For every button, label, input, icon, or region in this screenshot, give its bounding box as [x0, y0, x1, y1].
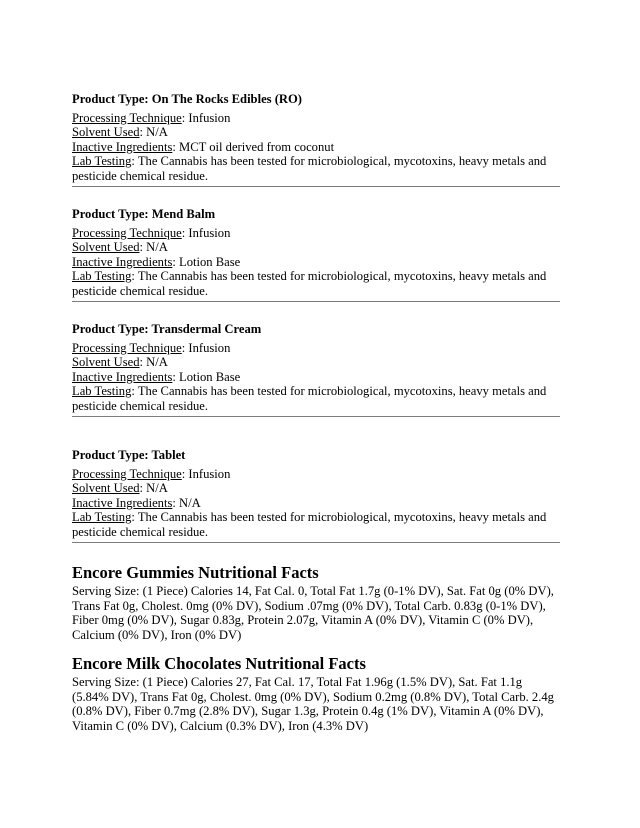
field-value: MCT oil derived from coconut	[179, 139, 335, 154]
field-value: Infusion	[188, 110, 231, 125]
section-divider	[72, 186, 560, 187]
field-processing-technique	[72, 111, 560, 126]
field-value: Lotion Base	[179, 369, 241, 384]
field-value: N/A	[146, 355, 168, 369]
field-separator: :	[172, 369, 180, 384]
nutrition-section-milk-chocolates	[72, 654, 560, 733]
field-value: N/A	[146, 125, 168, 139]
nutrition-heading: Encore Milk Chocolates Nutritional Facts	[72, 654, 366, 673]
field-value: Lotion Base	[179, 254, 241, 269]
product-heading: Product Type: Transdermal Cream	[72, 322, 262, 336]
field-label: Processing Technique	[72, 225, 182, 240]
field-value: N/A	[146, 481, 168, 495]
field-label: Processing Technique	[72, 340, 182, 355]
field-separator: :	[131, 384, 138, 398]
field-label: Solvent Used	[72, 481, 140, 495]
field-label: Processing Technique	[72, 466, 182, 481]
field-label: Inactive Ingredients	[72, 369, 173, 384]
field-label: Solvent Used	[72, 125, 140, 139]
field-inactive-ingredients	[72, 140, 560, 155]
field-separator: :	[172, 254, 180, 269]
field-value: The Cannabis has been tested for microbiological, mycotoxins, heavy metals and pesticide chemical residue.	[72, 384, 547, 413]
field-processing-technique	[72, 226, 560, 241]
field-value: The Cannabis has been tested for microbiological, mycotoxins, heavy metals and pesticide chemical residue.	[72, 269, 547, 298]
field-lab-testing	[72, 510, 560, 539]
field-solvent-used	[72, 240, 560, 255]
field-label: Solvent Used	[72, 240, 140, 254]
field-label: Lab Testing	[72, 510, 132, 524]
field-separator: :	[181, 225, 189, 240]
field-separator: :	[139, 125, 147, 139]
section-divider	[72, 542, 560, 543]
field-inactive-ingredients	[72, 370, 560, 385]
field-lab-testing	[72, 269, 560, 298]
product-heading: Product Type: On The Rocks Edibles (RO)	[72, 92, 302, 106]
field-separator: :	[172, 495, 180, 510]
nutrition-body: Serving Size: (1 Piece) Calories 27, Fat Cal. 17, Total Fat 1.96g (1.5% DV), Sat. Fat 1.1g (5.84% DV), Trans Fat 0g, Cholest. 0mg (0% DV), Sodium 0.2mg (0.8% DV), Total Carb. 2.4g (0.8% DV), Fiber 0.7mg (2.8% DV), Sugar 1.3g, Protein 0.4g (1% DV), Vitamin A (0% DV), Vitamin C (0% DV), Calcium (0.3% DV), Iron (4.3% DV)	[72, 675, 554, 733]
field-separator: :	[139, 240, 147, 254]
field-inactive-ingredients	[72, 496, 560, 511]
field-separator: :	[139, 355, 147, 369]
field-inactive-ingredients	[72, 255, 560, 270]
field-separator: :	[131, 269, 138, 283]
field-lab-testing	[72, 154, 560, 183]
field-separator: :	[181, 466, 189, 481]
field-processing-technique	[72, 341, 560, 356]
field-label: Processing Technique	[72, 110, 182, 125]
field-separator: :	[139, 481, 147, 495]
field-value: N/A	[179, 495, 201, 510]
product-heading: Product Type: Mend Balm	[72, 207, 216, 221]
product-heading: Product Type: Tablet	[72, 448, 186, 462]
section-divider	[72, 416, 560, 417]
field-value: The Cannabis has been tested for microbiological, mycotoxins, heavy metals and pesticide chemical residue.	[72, 154, 547, 183]
product-section-mend-balm	[72, 207, 560, 302]
field-value: Infusion	[188, 340, 231, 355]
field-label: Inactive Ingredients	[72, 139, 173, 154]
field-label: Lab Testing	[72, 154, 132, 168]
field-processing-technique	[72, 467, 560, 482]
field-value: N/A	[146, 240, 168, 254]
section-divider	[72, 301, 560, 302]
product-section-tablet	[72, 437, 560, 543]
field-separator: :	[181, 340, 189, 355]
nutrition-heading: Encore Gummies Nutritional Facts	[72, 563, 319, 582]
field-label: Inactive Ingredients	[72, 495, 173, 510]
field-separator: :	[172, 139, 180, 154]
field-value: Infusion	[188, 466, 231, 481]
product-section-on-the-rocks-edibles	[72, 92, 560, 187]
product-section-transdermal-cream	[72, 322, 560, 417]
field-label: Inactive Ingredients	[72, 254, 173, 269]
field-label: Solvent Used	[72, 355, 140, 369]
field-lab-testing	[72, 384, 560, 413]
field-label: Lab Testing	[72, 384, 132, 398]
nutrition-section-gummies	[72, 563, 560, 642]
field-label: Lab Testing	[72, 269, 132, 283]
field-separator: :	[131, 154, 138, 168]
field-solvent-used	[72, 481, 560, 496]
field-solvent-used	[72, 355, 560, 370]
field-solvent-used	[72, 125, 560, 140]
field-value: Infusion	[188, 225, 231, 240]
nutrition-body: Serving Size: (1 Piece) Calories 14, Fat Cal. 0, Total Fat 1.7g (0-1% DV), Sat. Fat 0g (0% DV), Trans Fat 0g, Cholest. 0mg (0% DV), Sodium .07mg (0% DV), Total Carb. 0.83g (0-1% DV), Fiber 0mg (0% DV), Sugar 0.83g, Protein 2.07g, Vitamin A (0% DV), Vitamin C (0% DV), Calcium (0% DV), Iron (0% DV)	[72, 584, 554, 642]
field-separator: :	[181, 110, 189, 125]
field-separator: :	[131, 510, 138, 524]
field-value: The Cannabis has been tested for microbiological, mycotoxins, heavy metals and pesticide chemical residue.	[72, 510, 547, 539]
